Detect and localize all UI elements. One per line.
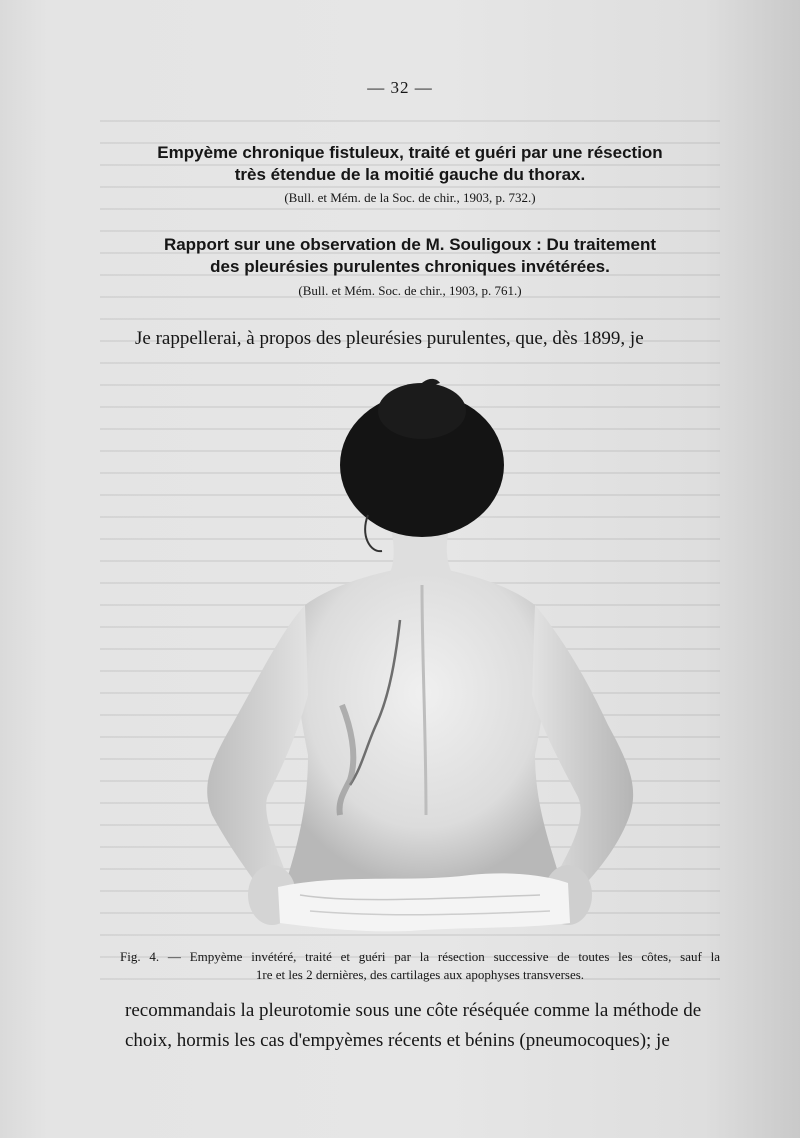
article2-title-line1: Rapport sur une observation de M. Souligoux : Du traitement <box>163 235 657 254</box>
figure-photograph <box>190 375 650 935</box>
figure-caption-line2: 1re et les 2 dernières, des cartilages aux apophyses transverses. <box>255 967 585 982</box>
article1-reference: (Bull. et Mém. de la Soc. de chir., 1903, p. 732.) <box>284 190 536 205</box>
figure-caption-line1: Fig. 4. — Empyème invétéré, traité et guéri par la résection successive de toutes les côtes, sauf la <box>120 949 720 964</box>
article1-title-line2: très étendue de la moitié gauche du thorax. <box>234 165 586 184</box>
article1-title <box>110 142 710 186</box>
page-number: — 32 — <box>367 78 433 97</box>
article2-title-line2: des pleurésies purulentes chroniques invétérées. <box>210 257 610 276</box>
body-text-line2: choix, hormis les cas d'empyèmes récents et bénins (pneumocoques); je <box>125 1030 670 1051</box>
body-text-line1: recommandais la pleurotomie sous une côte réséquée comme la méthode de <box>125 1000 702 1021</box>
figure-caption <box>120 948 720 984</box>
article2-title <box>110 234 710 278</box>
body-text-intro: Je rappellerai, à propos des pleurésies purulentes, que, dès 1899, je <box>135 328 644 349</box>
article2-reference: (Bull. et Mém. Soc. de chir., 1903, p. 761.) <box>298 283 522 298</box>
article1-title-line1: Empyème chronique fistuleux, traité et guéri par une résection <box>157 143 663 162</box>
